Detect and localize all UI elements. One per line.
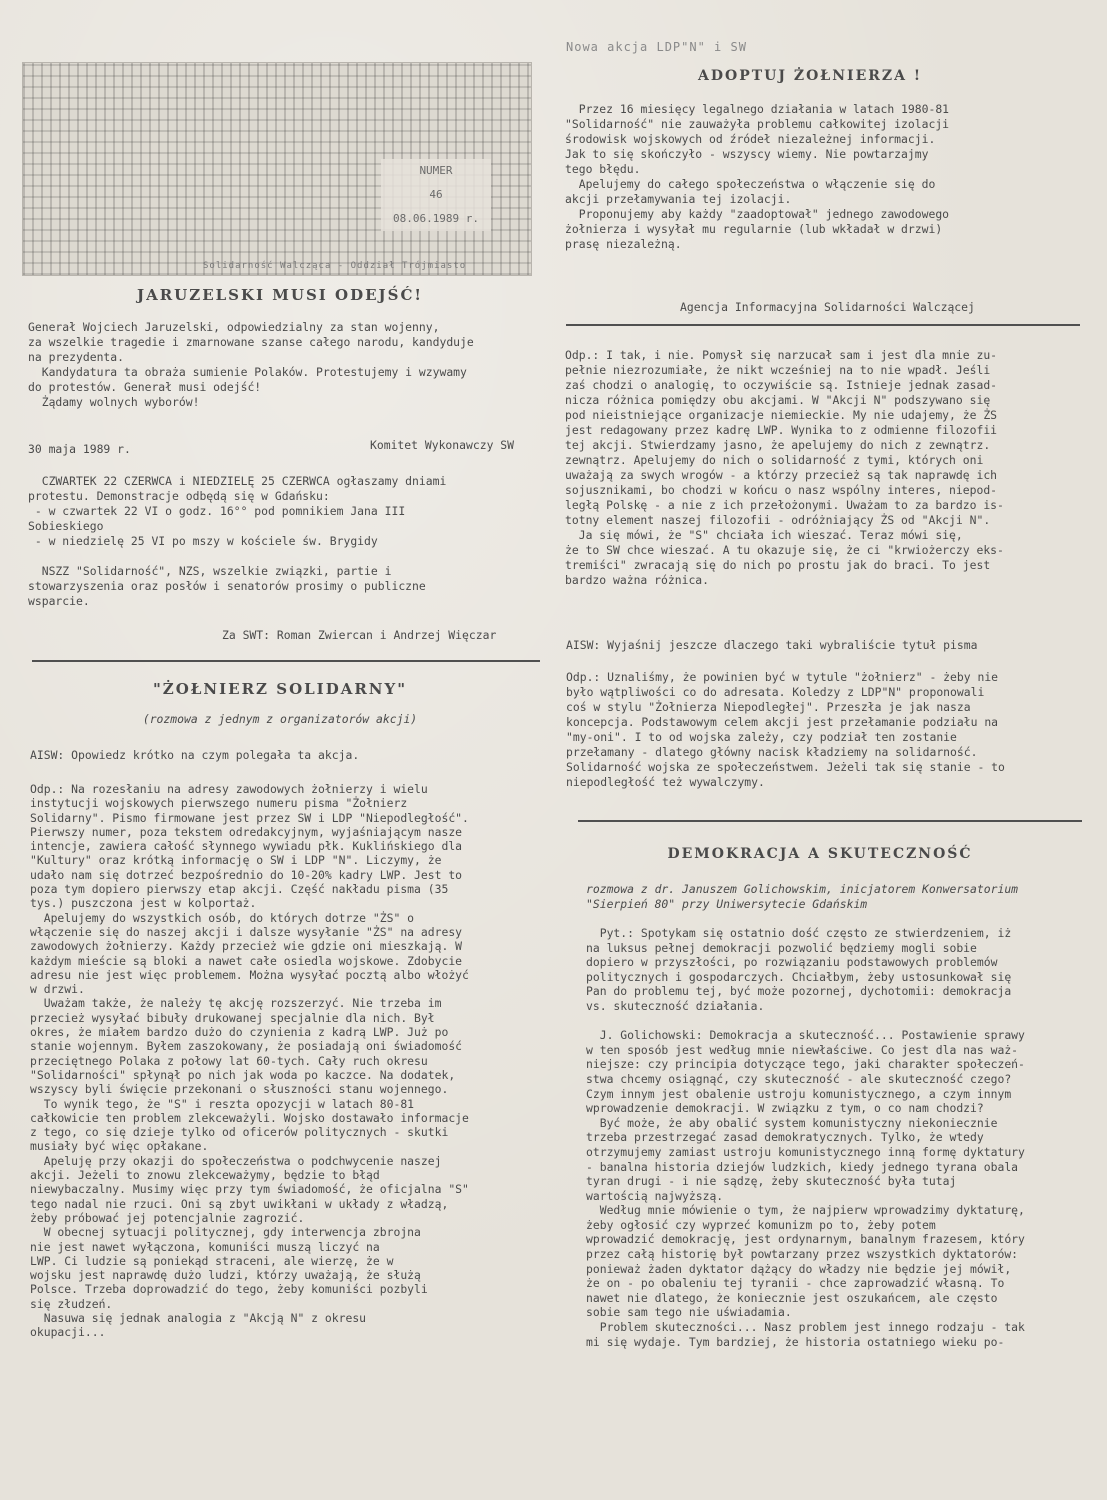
article3-body: Przez 16 miesięcy legalnego działania w latach 1980-81 "Solidarność" nie zauważyła problemu całkowitej izolacji środowisk wojskowych od źródeł niezależnej informacji. Jak to się skończyło - wszyscy wiemy. Nie powtarzajmy tego błędu. Apelujemy do całego społeczeństwa o włączenie się do akcji przełamywania tej izolacji. Proponujemy aby każdy "zaadoptował" jednego zawodowego żołnierza i wysyłał mu regularnie (lub wkładał w drzwi) prasę niezależną.	[565, 102, 950, 251]
article5-title: DEMOKRACJA A SKUTECZNOŚĆ	[667, 846, 973, 862]
issue-label: NUMER	[419, 164, 453, 177]
masthead-logo	[22, 62, 532, 276]
article3-header-note: Nowa akcja LDP"N" i SW	[566, 40, 747, 54]
issue-date: 08.06.1989 r.	[392, 212, 480, 225]
issue-number: 46	[429, 188, 443, 201]
article4-question: AISW: Wyjaśnij jeszcze dlaczego taki wybraliście tytuł pisma	[566, 638, 978, 652]
divider-right-2	[578, 820, 1082, 822]
divider-left	[32, 660, 540, 662]
article2-question: AISW: Opowiedz krótko na czym polegała ta akcja.	[30, 748, 360, 762]
article1-body: Generał Wojciech Jaruzelski, odpowiedzialny za stan wojenny, za wszelkie tragedie i zmarnowane szanse całego narodu, kandyduje na prezydenta. Kandydatura ta obraża sumienie Polaków. Protestujemy i wzywamy do protestów. Generał musi odejść! Żądamy wolnych wyborów!	[28, 320, 474, 409]
article4-body: Odp.: I tak, i nie. Pomysł się narzucał sam i jest dla mnie zu- pełnie niezrozumiałe, że nikt wcześniej na to nie wpadł. Jeśli zaś chodzi o analogię, to oczywiście są. Istnieje jednak zasad- nicza różnica pomiędzy obu akcjami. W "Akcji N" podszywano się pod nieistniejące organizacje niemieckie. My nie udajemy, że ŻS jest redagowany przez kadrę LWP. Wynika to z odmienne filozofii tej akcji. Stwierdzamy jasno, że apelujemy do nich z zewnątrz. zewnątrz. Apelujemy do nich o solidarność z tymi, których oni uważają za swych wrogów - a którzy przecież są tak naprawdę ich sojusznikami, bo chodzi w końcu o nasz wspólny interes, niepod- ległą Polskę - a nie z ich przełożonymi. Uważam to za bardzo is- totny element naszej filozofii - odróżniający ŻS od "Akcji N". Ja się mówi, że "S" chciała ich wieszać. Teraz mówi się, że to SW chce wieszać. A tu okazuje się, że ci "krwiożerczy eks- tremiści" zwracają się do nich po prostu jak do braci. To jest bardzo ważna różnica.	[565, 348, 1004, 587]
notice-signature: Za SWT: Roman Zwiercan i Andrzej Więczar	[222, 628, 497, 642]
article1-date: 30 maja 1989 r.	[28, 442, 131, 456]
article2-title: "ŻOŁNIERZ SOLIDARNY"	[152, 680, 408, 698]
masthead-footer: Solidarność Walcząca - Oddział Trójmiasto	[203, 261, 467, 271]
article1-title: JARUZELSKI MUSI ODEJŚĆ!	[136, 286, 424, 304]
article1-signature: Komitet Wykonawczy SW	[370, 438, 515, 452]
article2-subtitle: (rozmowa z jednym z organizatorów akcji)	[142, 712, 418, 726]
article2-body: Odp.: Na rozesłaniu na adresy zawodowych żołnierzy i wielu instytucji wojskowych pierwszego numeru pisma "Żołnierz Solidarny". Pismo firmowane jest przez SW i LDP "Niepodległość". Pierwszy numer, poza tekstem odredakcyjnym, wyjaśniającym nasze intencje, zawiera całość słynnego wywiadu płk. Kuklińskiego dla "Kultury" oraz krótką informację o SW i LDP "N". Liczymy, że udało nam się dotrzeć bezpośrednio do 10-20% kadry LWP. Jest to poza tym dopiero pierwszy etap akcji. Część nakładu pisma (35 tys.) puszczona jest w kolportaż. Apelujemy do wszystkich osób, do których dotrze "ŻS" o włączenie się do naszej akcji i dalsze wysyłanie "ŻS" na adresy zawodowych żołnierzy. Każdy przecież wie gdzie oni mieszkają. W każdym mieście są bloki a nawet całe osiedla wojskowe. Zdobycie adresu nie jest więc problemem. Można wysyłać pocztą albo włożyć w drzwi. Uważam także, że należy tę akcję rozszerzyć. Nie trzeba im przecież wysyłać bibuły drukowanej specjalnie dla nich. Był okres, że miałem bardzo dużo do czynienia z kadrą LWP. Już po stanie wojennym. Byłem zaszokowany, że posiadają oni świadomość przeciętnego Polaka z połowy lat 60-tych. Cały ruch okresu "Solidarności" spłynął po nich jak woda po kaczce. Na dodatek, wszyscy byli święcie przekonani o słuszności stanu wojennego. To wynik tego, że "S" i reszta opozycji w latach 80-81 całkowicie ten problem zlekceważyli. Wojsko dostawało informacje z tego, co się dzieje tylko od oficerów politycznych - skutki musiały być więc opłakane. Apeluję przy okazji do społeczeństwa o podchwycenie naszej akcji. Jeżeli to znowu zlekceważymy, będzie to błąd niewybaczalny. Musimy więc przy tym świadomość, że oficjalna "S" tego nadal nie rzuci. Oni są zbyt uwikłani w układy z władzą, żeby próbować jej potencjalnie zagrozić. W obecnej sytuacji politycznej, gdy interwencja zbrojna nie jest nawet wyłączona, komuniści muszą liczyć na LWP. Ci ludzie są poniekąd straceni, ale wierzę, że w wojsku jest naprawdę dużo ludzi, którzy uważają, że służą Polsce. Trzeba doprowadzić do tego, żeby komuniści pozbyli się złudzeń. Nasuwa się jednak analogia z "Akcją N" z okresu okupacji...	[30, 782, 469, 1340]
divider-right-1	[566, 324, 1080, 326]
article2-signature: Agencja Informacyjna Solidarności Walczącej	[680, 300, 975, 314]
issue-box	[381, 159, 491, 231]
article4-answer: Odp.: Uznaliśmy, że powinien być w tytule "żołnierz" - żeby nie było wątpliwości co do adresata. Koledzy z LDP"N" proponowali coś w stylu "Żołnierza Niepodległej". Przeszła je jak nasza koncepcja. Podstawowym celem akcji jest przełamanie podziału na "my-oni". I to od wojska zależy, czy podział ten zostanie przełamany - dlatego główny nacisk kładziemy na solidarność. Solidarność wojska ze społeczeństwem. Jeżeli tak się stanie - to niepodległość też wywalczymy.	[566, 670, 1005, 789]
article5-subtitle: rozmowa z dr. Januszem Golichowskim, inicjatorem Konwersatorium "Sierpień 80" przy Uniwersytecie Gdańskim	[586, 882, 1019, 911]
article5-body: Pyt.: Spotykam się ostatnio dość często ze stwierdzeniem, iż na luksus pełnej demokracji pozwolić będziemy mogli sobie dopiero w przyszłości, po rozwiązaniu podstawowych problemów politycznych i gospodarczych. Chciałbym, żeby ustosunkował się Pan do problemu tej, być może pozornej, dychotomii: demokracja vs. skuteczność działania. J. Golichowski: Demokracja a skuteczność... Postawienie sprawy w ten sposób jest według mnie niewłaściwe. Co jest dla nas waż- niejsze: czy principia dotyczące tego, jaki charakter społeczeń- stwa chcemy osiągnąć, czy skuteczność - ale skuteczność czego? Czym innym jest obalenie ustroju komunistycznego, a czym innym wprowadzenie demokracji. W związku z tym, o co nam chodzi? Być może, że aby obalić system komunistyczny niekoniecznie trzeba przestrzegać zasad demokratycznych. Tylko, że wtedy otrzymujemy zamiast ustroju komunistycznego inną formę dyktatury - banalna historia dziejów ludzkich, kiedy jednego tyrana obala tyran drugi - i nie sądzę, żeby skuteczność była tutaj wartością najwyższą. Według mnie mówienie o tym, że najpierw wprowadzimy dyktaturę, żeby ogłosić czy wyprzeć komunizm po to, żeby potem wprowadzić demokrację, jest ordynarnym, banalnym frazesem, który przez całą historię był powtarzany przez wszystkich dyktatorów: ponieważ żaden dyktator dążący do władzy nie będzie jej mówił, że on - po obaleniu tej tyranii - chce zaprowadzić własną. To nawet nie dlatego, że koniecznie jest oszukańcem, ale często sobie sam tego nie uświadamia. Problem skuteczności... Nasz problem jest innego rodzaju - tak mi się wydaje. Tym bardziej, że historia ostatniego wieku po-	[586, 926, 1025, 1349]
article3-title: ADOPTUJ ŻOŁNIERZA !	[698, 68, 922, 84]
notice-body: CZWARTEK 22 CZERWCA i NIEDZIELĘ 25 CZERWCA ogłaszamy dniami protestu. Demonstracje odbędą się w Gdańsku: - w czwartek 22 VI o godz. 16°° pod pomnikiem Jana III Sobieskiego - w niedzielę 25 VI po mszy w kościele św. Brygidy NSZZ "Solidarność", NZS, wszelkie związki, partie i stowarzyszenia oraz posłów i senatorów prosimy o publiczne wsparcie.	[28, 474, 447, 608]
